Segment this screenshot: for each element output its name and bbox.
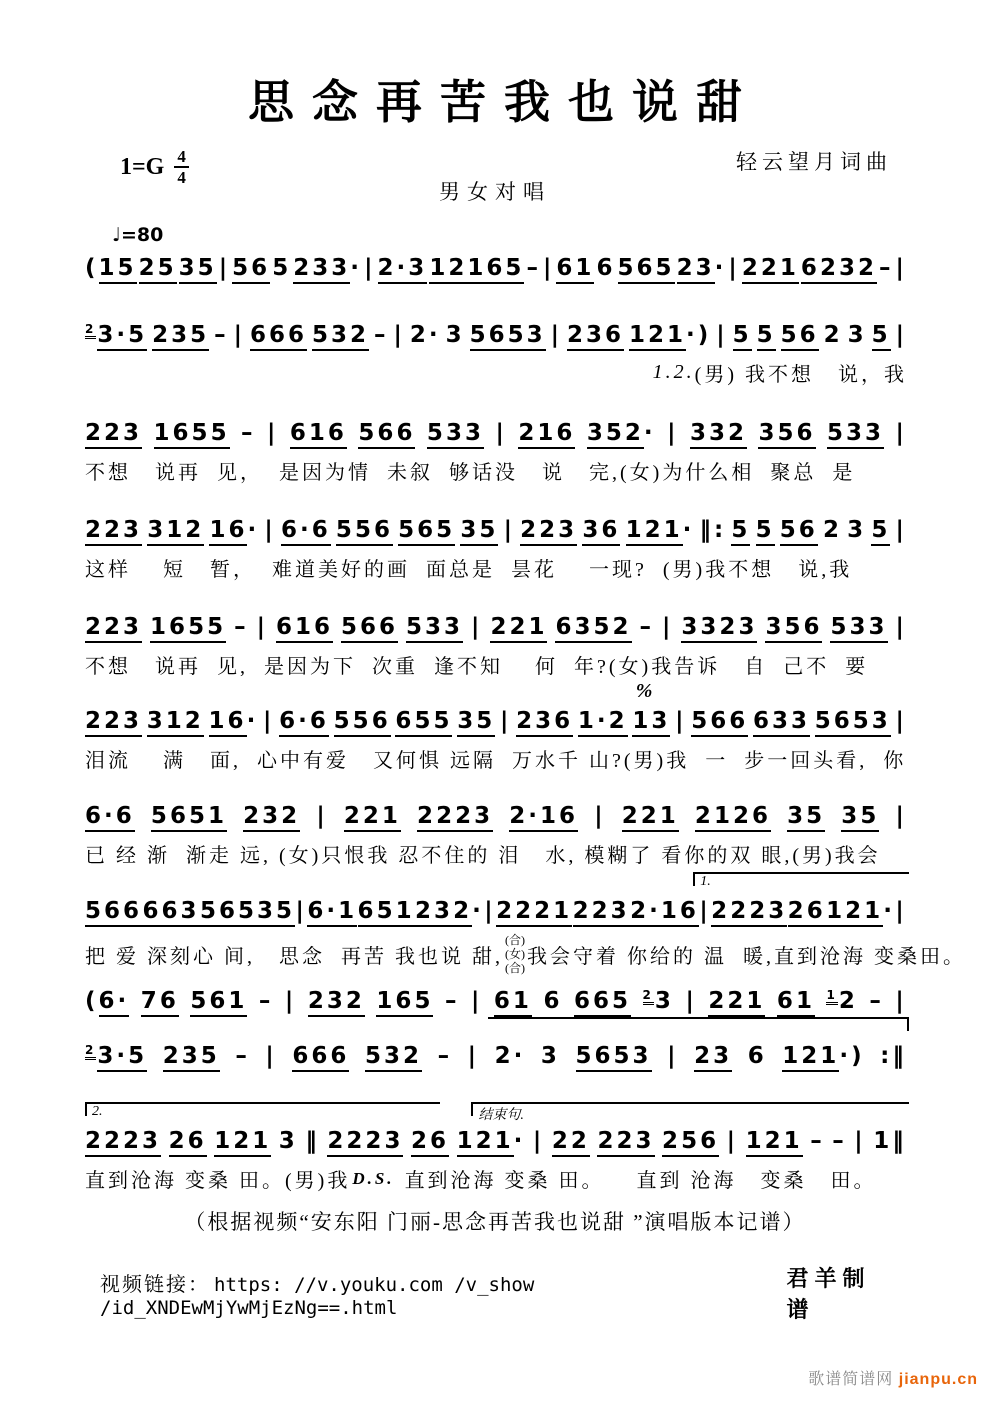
note-group: 223 bbox=[597, 1128, 654, 1154]
note-group: 26 bbox=[411, 1128, 449, 1154]
note-group: 655 bbox=[395, 708, 452, 734]
note-group: $^2$3·5 bbox=[85, 322, 147, 348]
note-group: 2· bbox=[494, 1043, 526, 1069]
verse-number: 1.2. bbox=[652, 361, 695, 383]
note-group: | bbox=[316, 803, 328, 829]
note-group: 6 bbox=[747, 1043, 767, 1069]
lyric-text: 我会守着 你给的 温 暖,直到沧海 变桑田。 bbox=[527, 946, 966, 969]
volta-label: 结束句. bbox=[478, 1108, 524, 1123]
note-group: – bbox=[234, 614, 249, 640]
note-group: – bbox=[832, 1128, 847, 1154]
note-group: – bbox=[214, 322, 229, 348]
note-group: 533 bbox=[827, 420, 884, 446]
music-system bbox=[85, 870, 966, 975]
lyric-text: 直到沧海 变桑 田。(男)我 bbox=[85, 1170, 351, 1192]
note-group: $^2$3 bbox=[642, 988, 674, 1014]
note-group: 5 bbox=[731, 517, 750, 543]
note-group: | bbox=[503, 517, 515, 543]
note-group: 6 bbox=[596, 255, 616, 281]
note-group: 312 bbox=[147, 708, 204, 734]
lyric-text: 这样 短 暂， 难道美好的画 面总是 昙花 一现? (男)我不想 说,我 bbox=[85, 559, 853, 581]
video-link-url: https: //v.youku.com /v_show /id_XNDEwMjYwMjEzNg==.html bbox=[100, 1273, 535, 1319]
note-group: 565 bbox=[398, 517, 455, 543]
note-group: 1655 bbox=[150, 614, 226, 640]
note-group: 233· bbox=[293, 255, 362, 281]
note-group: 533 bbox=[406, 614, 463, 640]
note-group: | bbox=[495, 420, 507, 446]
notation-line bbox=[85, 614, 907, 640]
note-group: 651 bbox=[358, 898, 415, 924]
note-group: 121· bbox=[457, 1128, 526, 1154]
note-group: | bbox=[550, 322, 562, 348]
note-group: 23 bbox=[694, 1043, 732, 1069]
key-label: 1=G bbox=[120, 153, 165, 180]
tempo-marking: ♩=80 bbox=[112, 224, 164, 246]
transcriber-seal: 君羊制谱 bbox=[786, 1266, 871, 1322]
note-group: 223 bbox=[85, 614, 142, 640]
note-group: 23· bbox=[677, 255, 727, 281]
music-system bbox=[85, 680, 907, 775]
note-group: 35 bbox=[841, 803, 879, 829]
lyric-text: 直到沧海 变桑 田。 直到 沧海 变桑 田。 bbox=[396, 1170, 877, 1192]
note-group: 56 bbox=[780, 517, 818, 543]
note-group: 232 bbox=[308, 988, 365, 1014]
volta-bracket bbox=[471, 1102, 909, 1123]
note-group: 121 bbox=[746, 1128, 803, 1154]
note-group: 221 bbox=[742, 255, 799, 281]
note-group: | bbox=[895, 988, 907, 1014]
volta-label: 2. bbox=[92, 1104, 103, 1119]
note-group: 235 bbox=[152, 322, 209, 348]
lyric-line bbox=[85, 553, 907, 582]
lyric-line bbox=[85, 744, 907, 773]
note-group: | bbox=[233, 322, 245, 348]
lyric-text: 把 爱 深刻心 间, 思念 再苦 我也说 甜, bbox=[85, 946, 503, 969]
notation-line bbox=[85, 517, 907, 543]
watermark-site-name: 歌谱简谱网 bbox=[808, 1371, 894, 1388]
note-group: 2·16 bbox=[509, 803, 578, 829]
note-group: 236 bbox=[516, 708, 573, 734]
note-group: | bbox=[471, 614, 483, 640]
note-group: | bbox=[895, 708, 907, 734]
note-group: | bbox=[667, 420, 679, 446]
note-group: 566 bbox=[85, 898, 142, 924]
note-group: – bbox=[374, 322, 389, 348]
note-group: 2 bbox=[823, 322, 843, 348]
note-group: ‖ bbox=[305, 1128, 320, 1154]
lyric-text: (男) 我不想 说，我 bbox=[694, 364, 907, 386]
note-group: | bbox=[895, 803, 907, 829]
voice-indicator: (合) bbox=[505, 960, 525, 975]
note-group: 565 bbox=[618, 255, 675, 281]
music-system bbox=[85, 775, 907, 870]
note-group: ‖: bbox=[699, 517, 727, 543]
note-group: | bbox=[265, 1043, 277, 1069]
notation-line bbox=[85, 898, 907, 924]
transcription-note: （根据视频“安东阳 门丽-思念再苦我也说甜 ”演唱版本记谱） bbox=[184, 1210, 806, 1234]
note-group: 6352 bbox=[555, 614, 631, 640]
notation-line bbox=[85, 1043, 907, 1069]
note-group: 232 bbox=[243, 803, 300, 829]
lyric-line bbox=[85, 839, 907, 868]
note-group: 56 bbox=[232, 255, 270, 281]
note-group: 121· bbox=[826, 898, 895, 924]
note-group: 3 bbox=[278, 1128, 298, 1154]
note-group: 2·16 bbox=[630, 898, 699, 924]
note-group: 121 bbox=[214, 1128, 271, 1154]
note-group: 5653 bbox=[470, 322, 546, 348]
note-group: 5651 bbox=[151, 803, 227, 829]
note-group: 6·1 bbox=[307, 898, 357, 924]
notation-line bbox=[85, 988, 907, 1014]
lyric-text: 泪流 满 面, 心中有爱 又何惧 远隔 万水千 山?(男)我 一 步一回头看, 你 bbox=[85, 750, 907, 772]
note-group: 6 bbox=[543, 988, 563, 1014]
note-group: – bbox=[639, 614, 655, 640]
time-signature-numerator: 4 bbox=[174, 148, 189, 168]
note-group: 236 bbox=[567, 322, 624, 348]
note-group: 6·6 bbox=[85, 803, 135, 829]
note-group: – bbox=[258, 988, 274, 1014]
note-group: | bbox=[263, 708, 275, 734]
music-system bbox=[85, 1100, 907, 1195]
note-group: 165 bbox=[376, 988, 433, 1014]
music-system bbox=[85, 489, 907, 584]
note-group: 25 bbox=[139, 255, 177, 281]
notation-line bbox=[85, 708, 907, 734]
note-group: $^2$3·5 bbox=[85, 1043, 147, 1069]
note-group: 3 bbox=[847, 322, 867, 348]
note-group: 3 bbox=[847, 517, 867, 543]
note-group: 221 bbox=[490, 614, 547, 640]
note-group: 556 bbox=[334, 708, 391, 734]
note-group: – bbox=[235, 1043, 250, 1069]
voice-indicator: (合) bbox=[505, 933, 525, 947]
segno-mark: % bbox=[635, 680, 653, 702]
note-group: 356 bbox=[765, 614, 822, 640]
note-group: 16· bbox=[209, 517, 259, 543]
music-system bbox=[85, 960, 907, 1018]
note-group: 566 bbox=[358, 420, 415, 446]
ensemble-type: 男女对唱 bbox=[439, 180, 551, 204]
note-group: – bbox=[526, 255, 541, 281]
note-group: 666 bbox=[292, 1043, 349, 1069]
note-group: 566 bbox=[341, 614, 398, 640]
note-group: 26 bbox=[788, 898, 826, 924]
voice-indicator: (女) bbox=[505, 946, 525, 961]
note-group: 533 bbox=[830, 614, 887, 640]
note-group: | bbox=[499, 708, 512, 734]
note-group: 56 bbox=[781, 322, 819, 348]
note-group: 556 bbox=[336, 517, 393, 543]
note-group: 35 bbox=[179, 255, 217, 281]
music-system bbox=[85, 227, 907, 285]
note-group: | bbox=[218, 255, 231, 281]
note-group: 665 bbox=[574, 988, 631, 1014]
note-group: 221 bbox=[622, 803, 679, 829]
notation-line bbox=[85, 420, 907, 446]
note-group: 5 bbox=[872, 322, 891, 348]
note-group: 633 bbox=[753, 708, 810, 734]
music-system bbox=[85, 392, 907, 487]
note-group: 235 bbox=[163, 1043, 220, 1069]
note-group: 616 bbox=[276, 614, 333, 640]
notation-line bbox=[85, 1128, 907, 1154]
volta-bracket bbox=[85, 1102, 440, 1119]
note-group: 3 bbox=[445, 322, 465, 348]
note-group: | bbox=[895, 322, 907, 348]
note-group: 221 bbox=[344, 803, 401, 829]
note-group: 35 bbox=[457, 708, 495, 734]
note-group: 26 bbox=[169, 1128, 207, 1154]
note-group: 332 bbox=[690, 420, 747, 446]
note-group: | bbox=[256, 614, 268, 640]
lyric-line bbox=[85, 650, 907, 679]
video-link-label: 视频链接： bbox=[100, 1273, 210, 1296]
note-group: 2223 bbox=[711, 898, 787, 924]
note-group: 61 bbox=[777, 988, 815, 1014]
note-group: 121· bbox=[626, 517, 695, 543]
note-group: – bbox=[810, 1128, 825, 1154]
note-group: 2126 bbox=[695, 803, 771, 829]
note-group: | bbox=[284, 988, 297, 1014]
note-group: 2223 bbox=[417, 803, 493, 829]
lyric-line bbox=[85, 456, 907, 485]
site-watermark bbox=[808, 1366, 978, 1389]
note-group: 61 bbox=[494, 988, 532, 1014]
note-group: 221 bbox=[708, 988, 765, 1014]
note-group: 3 bbox=[540, 1043, 560, 1069]
note-group: 36 bbox=[582, 517, 620, 543]
note-group: | bbox=[728, 255, 740, 281]
note-group: | bbox=[675, 708, 687, 734]
note-group: 223 bbox=[573, 898, 630, 924]
watermark-domain: jianpu.cn bbox=[898, 1371, 978, 1388]
lyric-line bbox=[85, 1164, 907, 1193]
note-group: 532 bbox=[365, 1043, 422, 1069]
note-group: 2223 bbox=[327, 1128, 403, 1154]
note-group: 61 bbox=[556, 255, 594, 281]
note-group: 35 bbox=[460, 517, 498, 543]
note-group: 2221 bbox=[496, 898, 572, 924]
dal-segno-label: D.S. bbox=[352, 1168, 395, 1188]
composer-credit: 轻云望月词曲 bbox=[736, 150, 892, 174]
time-signature-denominator: 4 bbox=[177, 168, 186, 187]
note-group: 3323 bbox=[681, 614, 757, 640]
note-group: 35 bbox=[787, 803, 825, 829]
note-group: 6·6 bbox=[279, 708, 329, 734]
note-group: – bbox=[869, 988, 884, 1014]
note-group: | bbox=[685, 988, 697, 1014]
note-group: 2·3 bbox=[378, 255, 428, 281]
note-group: | bbox=[854, 1128, 866, 1154]
note-group: | bbox=[895, 255, 907, 281]
note-group: 2· bbox=[409, 322, 441, 348]
note-group: 13 bbox=[632, 708, 670, 734]
music-system bbox=[85, 294, 907, 389]
note-group: 76 bbox=[141, 988, 179, 1014]
note-group: 223 bbox=[85, 708, 142, 734]
notation-line bbox=[85, 255, 907, 281]
video-link-row bbox=[100, 1262, 890, 1324]
lyric-line bbox=[85, 358, 907, 387]
note-group: 5 bbox=[272, 255, 292, 281]
note-group: 5653 bbox=[815, 708, 891, 734]
note-group: (15 bbox=[85, 255, 137, 281]
note-group: 223 bbox=[85, 517, 142, 543]
note-group: 6232 bbox=[801, 255, 877, 281]
note-group: 666 bbox=[250, 322, 307, 348]
volta-bracket bbox=[488, 1017, 909, 1031]
note-group: | bbox=[895, 614, 907, 640]
note-group: 223 bbox=[85, 420, 142, 446]
note-group: 2 bbox=[822, 517, 842, 543]
note-group: 5653 bbox=[576, 1043, 652, 1069]
note-group: 1655 bbox=[154, 420, 230, 446]
note-group: – bbox=[879, 255, 894, 281]
note-group: | bbox=[484, 898, 496, 924]
note-group: 533 bbox=[427, 420, 484, 446]
note-group: 5 bbox=[756, 517, 775, 543]
note-group: | bbox=[667, 1043, 679, 1069]
notation-line bbox=[85, 322, 907, 348]
lyric-text: 不想 说再 见, 是因为下 次重 逢不知 何 年?(女)我告诉 自 己不 要 bbox=[85, 656, 869, 678]
note-group: | bbox=[264, 517, 276, 543]
note-group: – bbox=[241, 420, 256, 446]
note-group: | bbox=[895, 420, 907, 446]
note-group: | bbox=[662, 614, 674, 640]
music-system bbox=[85, 586, 907, 681]
note-group: 6·6 bbox=[281, 517, 331, 543]
note-group: | bbox=[542, 255, 555, 281]
note-group: 5 bbox=[871, 517, 890, 543]
note-group: | bbox=[699, 898, 711, 924]
note-group: 352· bbox=[587, 420, 656, 446]
note-group: 216 bbox=[518, 420, 575, 446]
note-group: 12165 bbox=[429, 255, 524, 281]
note-group: (6· bbox=[85, 988, 129, 1014]
note-group: | bbox=[594, 803, 606, 829]
note-group: 56535 bbox=[200, 898, 295, 924]
note-group: | bbox=[364, 255, 376, 281]
note-group: 121·) bbox=[782, 1043, 864, 1069]
note-group: | bbox=[726, 1128, 739, 1154]
note-group: 2223 bbox=[85, 1128, 161, 1154]
note-group: :‖ bbox=[880, 1043, 907, 1069]
lyric-text: 不想 说再 见， 是因为情 未叙 够话没 说 完,(女)为什么相 聚总 是 bbox=[85, 462, 856, 484]
note-group: 223 bbox=[520, 517, 577, 543]
note-group: 16· bbox=[209, 708, 259, 734]
volta-bracket bbox=[693, 872, 909, 889]
note-group: – bbox=[437, 1043, 453, 1069]
note-group: | bbox=[895, 898, 907, 924]
note-group: 22 bbox=[552, 1128, 590, 1154]
note-group: 532 bbox=[312, 322, 369, 348]
note-group: | bbox=[467, 1043, 480, 1069]
note-group: 616 bbox=[290, 420, 347, 446]
note-group: | bbox=[470, 988, 483, 1014]
note-group: 1‖ bbox=[873, 1128, 907, 1154]
note-group: 312 bbox=[147, 517, 204, 543]
note-group: – bbox=[444, 988, 460, 1014]
note-group: $^1$2 bbox=[826, 988, 858, 1014]
note-group: | bbox=[716, 322, 728, 348]
note-group: | bbox=[895, 517, 907, 543]
note-group: 5 bbox=[757, 322, 776, 348]
music-system bbox=[85, 1015, 907, 1073]
note-group: 232· bbox=[415, 898, 484, 924]
note-group: 5 bbox=[733, 322, 752, 348]
note-group: 561 bbox=[190, 988, 247, 1014]
note-group: 256 bbox=[662, 1128, 719, 1154]
volta-label: 1. bbox=[700, 874, 711, 889]
note-group: | bbox=[393, 322, 405, 348]
note-group: 121·) bbox=[629, 322, 711, 348]
note-group: 1·2 bbox=[578, 708, 628, 734]
note-group: 356 bbox=[758, 420, 815, 446]
note-group: 566 bbox=[691, 708, 748, 734]
note-group: | bbox=[295, 898, 307, 924]
note-group: | bbox=[267, 420, 279, 446]
lyric-text: 已 经 渐 渐走 远, (女)只恨我 忍不住的 泪 水, 模糊了 看你的双 眼,(男)我会 bbox=[85, 845, 881, 867]
notation-line bbox=[85, 803, 907, 829]
song-title: 思念再苦我也说甜 bbox=[248, 77, 760, 128]
note-group: 663 bbox=[142, 898, 199, 924]
note-group: | bbox=[532, 1128, 545, 1154]
